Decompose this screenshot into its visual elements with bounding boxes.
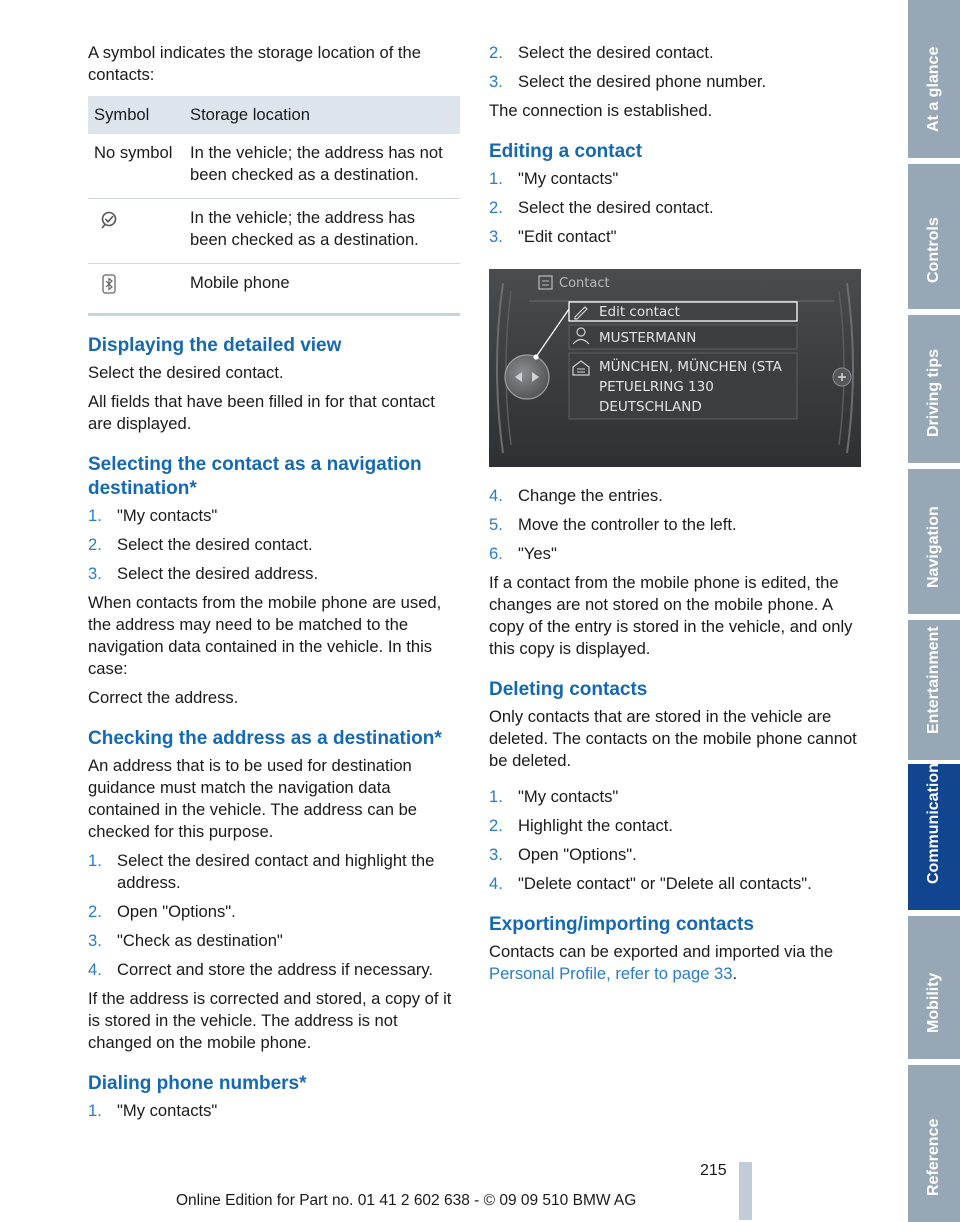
steps-list <box>489 485 861 565</box>
symbol-table-header <box>88 96 460 134</box>
column-header-storage-location: Storage location <box>184 96 460 134</box>
paragraph: The connection is established. <box>489 101 713 120</box>
list-item: 3. Select the desired address. <box>88 564 319 583</box>
screen-item-label: Edit contact <box>599 304 680 320</box>
heading-export-import: Exporting/importing contacts <box>489 914 754 935</box>
steps-list <box>489 786 861 895</box>
list-item: 2. Select the desired contact. <box>489 198 714 217</box>
list-item: 3. "Check as destination" <box>88 931 283 950</box>
list-item: 2. Select the desired contact. <box>88 535 313 554</box>
column-header-symbol: Symbol <box>88 96 184 134</box>
tab-driving-tips[interactable]: Driving tips <box>908 315 960 463</box>
steps-list <box>489 168 861 248</box>
heading-editing-contact: Editing a contact <box>489 141 643 162</box>
table-row <box>88 134 460 199</box>
screen-item-address[interactable] <box>569 353 797 419</box>
tab-reference[interactable]: Reference <box>908 1065 960 1222</box>
list-item: 1. "My contacts" <box>88 506 218 525</box>
table-row <box>88 264 460 315</box>
controller-knob[interactable] <box>505 355 549 399</box>
page-number: 215 <box>700 1162 727 1179</box>
steps-list <box>88 850 462 981</box>
tab-communication[interactable]: Communication <box>908 764 960 910</box>
checked-address-icon <box>98 209 120 231</box>
tab-controls[interactable]: Controls <box>908 164 960 309</box>
left-column <box>88 42 462 1129</box>
list-item: 3. "Edit contact" <box>489 227 617 246</box>
screen-item-name[interactable] <box>569 325 797 349</box>
list-item: 4. Correct and store the address if necessary. <box>88 960 434 979</box>
screen-item-edit-contact[interactable] <box>569 302 797 321</box>
paragraph: Only contacts that are stored in the vehicle are deleted. The contacts on the mobile phone cannot be deleted. <box>489 707 857 770</box>
paragraph: Select the desired contact. <box>88 363 284 382</box>
tab-entertainment[interactable]: Entertainment <box>908 620 960 760</box>
page-number-bar <box>739 1162 752 1220</box>
idrive-screen <box>489 269 861 467</box>
screen-item-label: DEUTSCHLAND <box>599 399 702 415</box>
screen-item-label: MUSTERMANN <box>599 330 697 346</box>
intro-text: A symbol indicates the storage location of the contacts: <box>88 43 421 84</box>
table-row <box>88 199 460 264</box>
paragraph: If a contact from the mobile phone is edited, the changes are not stored on the mobile phone. A copy of the entry is stored in the vehicle, and only this copy is displayed. <box>489 573 853 658</box>
screen-item-label: PETUELRING 130 <box>599 379 714 395</box>
steps-list <box>88 505 462 585</box>
list-item: 2. Highlight the contact. <box>489 816 673 835</box>
heading-check-address: Checking the address as a destination* <box>88 728 442 749</box>
paragraph: If the address is corrected and stored, a copy of it is stored in the vehicle. The address is not changed on the mobile phone. <box>88 989 452 1052</box>
symbol-table <box>88 96 460 316</box>
paragraph: Correct the address. <box>88 688 239 707</box>
location-cell: Mobile phone <box>184 264 460 315</box>
list-item: 2. Select the desired contact. <box>489 43 714 62</box>
list-item: 1. "My contacts" <box>489 169 619 188</box>
tab-navigation[interactable]: Navigation <box>908 469 960 614</box>
chapter-tabs <box>908 0 960 1222</box>
steps-list <box>489 42 861 93</box>
list-item: 6. "Yes" <box>489 544 557 563</box>
screen-item-label: MÜNCHEN, MÜNCHEN (STA <box>599 359 782 375</box>
steps-list <box>88 1100 462 1122</box>
tab-mobility[interactable]: Mobility <box>908 916 960 1059</box>
list-item: 4. "Delete contact" or "Delete all contacts". <box>489 874 812 893</box>
footer-text: Online Edition for Part no. 01 41 2 602 638 - © 09 09 510 BMW AG <box>176 1192 637 1209</box>
list-item: 4. Change the entries. <box>489 486 663 505</box>
symbol-cell <box>88 199 184 264</box>
location-cell: In the vehicle; the address has been checked as a destination. <box>184 199 460 264</box>
list-item: 1. Select the desired contact and highlight the address. <box>88 851 435 892</box>
heading-deleting-contacts: Deleting contacts <box>489 679 648 700</box>
heading-dialing: Dialing phone numbers* <box>88 1073 307 1094</box>
page-reference-link[interactable]: Personal Profile, refer to page 33 <box>489 964 733 983</box>
location-cell: In the vehicle; the address has not been checked as a destination. <box>184 134 460 199</box>
paragraph: All fields that have been filled in for that contact are displayed. <box>88 392 435 433</box>
mobile-phone-icon <box>98 273 120 295</box>
paragraph: An address that is to be used for destination guidance must match the navigation data contained in the vehicle. The address can be checked for this purpose. <box>88 756 418 841</box>
tab-at-a-glance[interactable]: At a glance <box>908 0 960 158</box>
heading-detailed-view: Displaying the detailed view <box>88 335 342 356</box>
list-item: 5. Move the controller to the left. <box>489 515 737 534</box>
paragraph: When contacts from the mobile phone are used, the address may need to be matched to the navigation data contained in the vehicle. In this case: <box>88 593 442 678</box>
list-item: 1. "My contacts" <box>88 1101 218 1120</box>
list-item: 2. Open "Options". <box>88 902 236 921</box>
screen-title: Contact <box>559 276 610 291</box>
paragraph: Contacts can be exported and imported via the Personal Profile, refer to page 33. <box>489 942 834 983</box>
list-item: 3. Select the desired phone number. <box>489 72 767 91</box>
right-column <box>489 42 861 992</box>
list-item: 3. Open "Options". <box>489 845 637 864</box>
symbol-cell <box>88 264 184 315</box>
list-item: 1. "My contacts" <box>489 787 619 806</box>
heading-navigation-destination: Selecting the contact as a navigation destination* <box>88 454 422 499</box>
symbol-cell: No symbol <box>88 134 184 199</box>
